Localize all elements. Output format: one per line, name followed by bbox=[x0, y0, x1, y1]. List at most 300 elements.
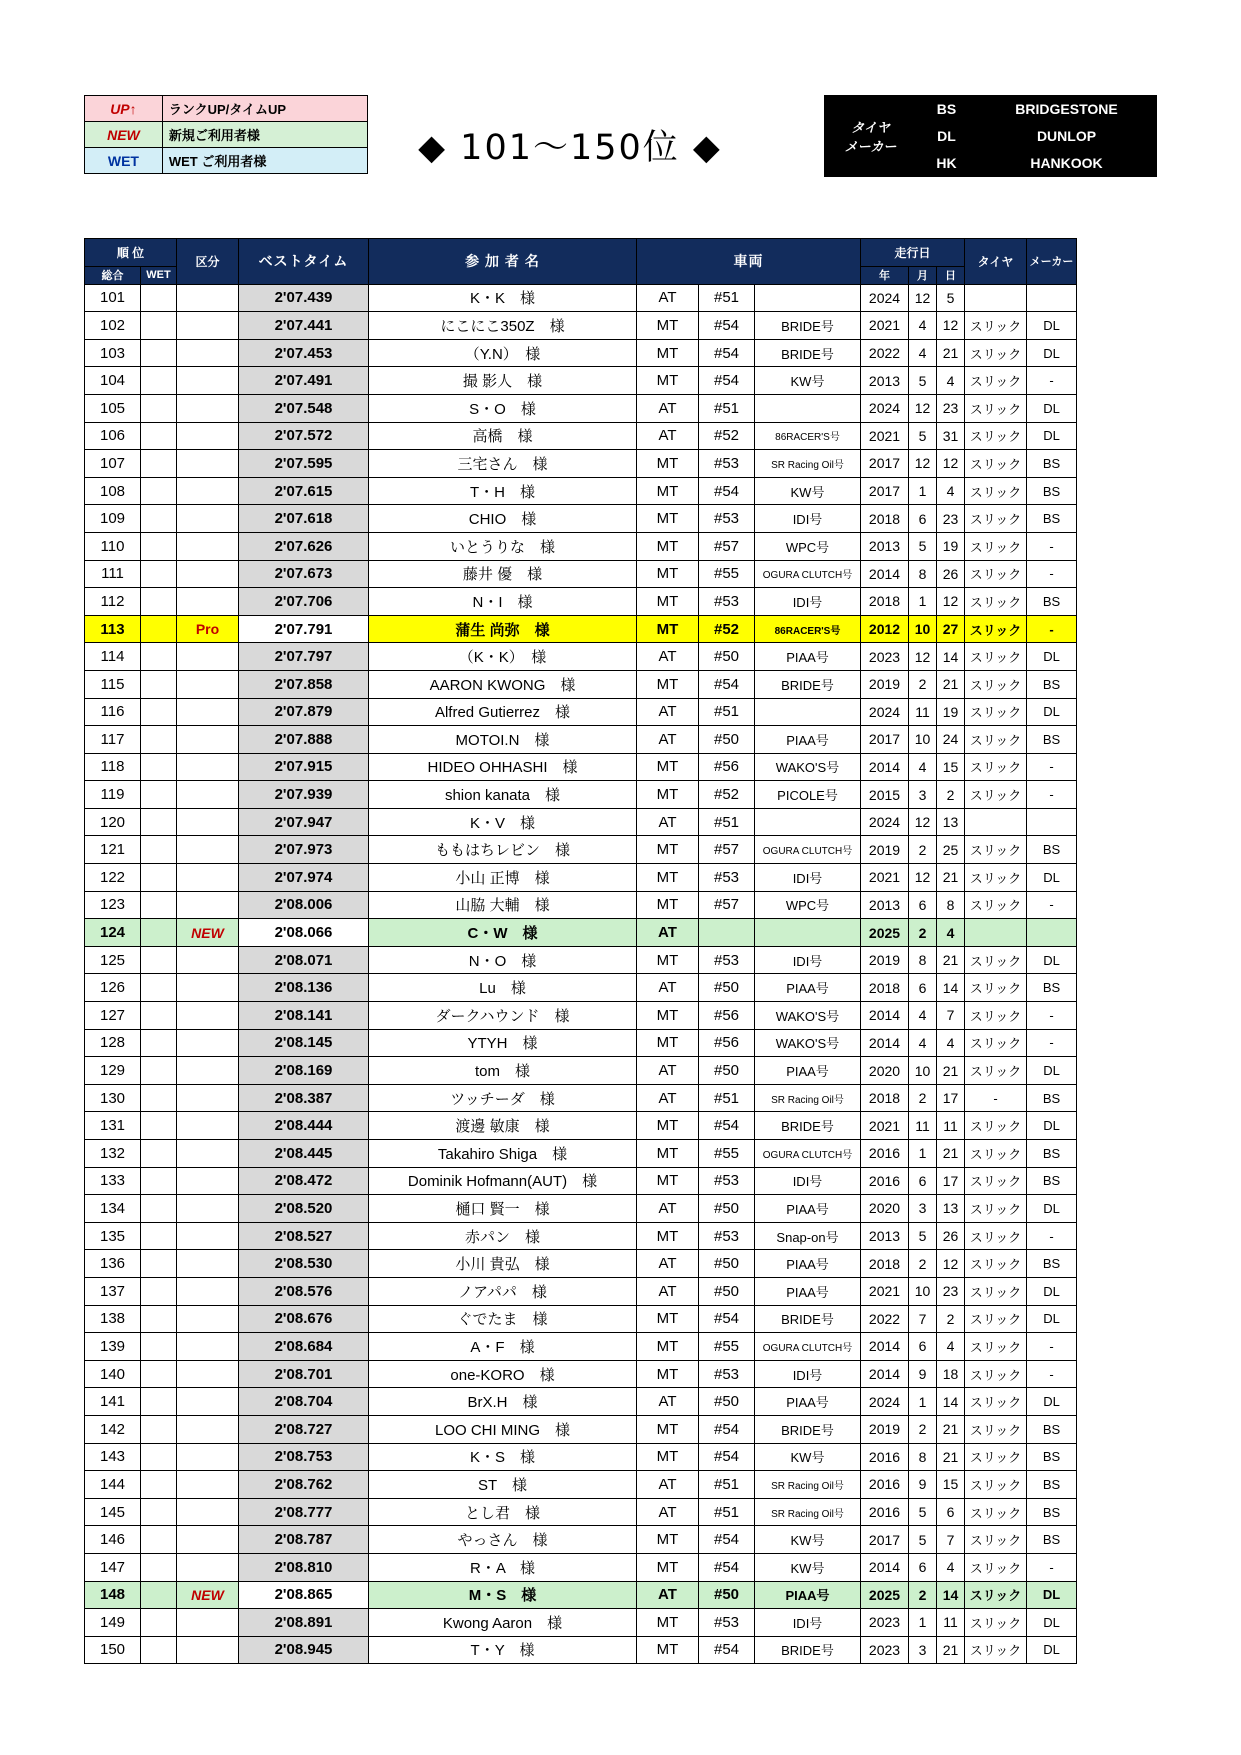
cell-day: 4 bbox=[937, 919, 965, 947]
cell-vehicle-no: #54 bbox=[699, 477, 755, 505]
cell-rank-total: 102 bbox=[85, 312, 141, 340]
cell-rank-wet bbox=[141, 1250, 177, 1278]
cell-month: 2 bbox=[909, 670, 937, 698]
cell-rank-total: 123 bbox=[85, 891, 141, 919]
cell-vehicle-no: #53 bbox=[699, 505, 755, 533]
cell-rank-wet bbox=[141, 450, 177, 478]
cell-rank-total: 103 bbox=[85, 339, 141, 367]
cell-vehicle-no: #52 bbox=[699, 781, 755, 809]
cell-maker: BS bbox=[1027, 1084, 1077, 1112]
cell-day: 19 bbox=[937, 698, 965, 726]
cell-month: 11 bbox=[909, 1112, 937, 1140]
cell-year: 2013 bbox=[861, 532, 909, 560]
maker-full-bs: BRIDGESTONE bbox=[977, 96, 1157, 123]
cell-best-time: 2'08.071 bbox=[239, 946, 369, 974]
cell-rank-total: 119 bbox=[85, 781, 141, 809]
table-row bbox=[85, 1002, 1077, 1030]
cell-class bbox=[177, 946, 239, 974]
cell-participant: 小山 正博 様 bbox=[369, 864, 637, 892]
cell-month: 3 bbox=[909, 1195, 937, 1223]
cell-rank-total: 120 bbox=[85, 808, 141, 836]
cell-rank-total: 121 bbox=[85, 836, 141, 864]
table-row bbox=[85, 588, 1077, 616]
cell-month: 3 bbox=[909, 781, 937, 809]
cell-class bbox=[177, 1360, 239, 1388]
cell-participant: やっさん 様 bbox=[369, 1526, 637, 1554]
cell-vehicle-name: PIAA号 bbox=[755, 1250, 861, 1278]
cell-vehicle-name: IDI号 bbox=[755, 505, 861, 533]
header-vehicle: 車両 bbox=[637, 239, 861, 285]
cell-vehicle-no: #55 bbox=[699, 560, 755, 588]
cell-participant: MOTOI.N 様 bbox=[369, 726, 637, 754]
cell-month: 1 bbox=[909, 1609, 937, 1637]
cell-transmission: AT bbox=[637, 643, 699, 671]
cell-vehicle-name: BRIDE号 bbox=[755, 339, 861, 367]
cell-tire: スリック bbox=[965, 836, 1027, 864]
cell-best-time: 2'07.618 bbox=[239, 505, 369, 533]
cell-rank-wet bbox=[141, 1471, 177, 1499]
cell-year: 2024 bbox=[861, 1388, 909, 1416]
cell-rank-wet bbox=[141, 1609, 177, 1637]
cell-participant: いとうりな 様 bbox=[369, 532, 637, 560]
cell-best-time: 2'07.947 bbox=[239, 808, 369, 836]
cell-vehicle-name: IDI号 bbox=[755, 1609, 861, 1637]
cell-tire: スリック bbox=[965, 1029, 1027, 1057]
cell-transmission: MT bbox=[637, 450, 699, 478]
cell-rank-total: 113 bbox=[85, 615, 141, 643]
cell-participant: 高橋 様 bbox=[369, 422, 637, 450]
cell-year: 2021 bbox=[861, 1277, 909, 1305]
cell-participant: K・S 様 bbox=[369, 1443, 637, 1471]
cell-month: 11 bbox=[909, 698, 937, 726]
cell-year: 2014 bbox=[861, 1333, 909, 1361]
cell-month: 2 bbox=[909, 1581, 937, 1609]
cell-class bbox=[177, 1140, 239, 1168]
table-row bbox=[85, 560, 1077, 588]
cell-class bbox=[177, 974, 239, 1002]
cell-day: 14 bbox=[937, 1581, 965, 1609]
cell-year: 2022 bbox=[861, 339, 909, 367]
cell-vehicle-name: OGURA CLUTCH号 bbox=[755, 1333, 861, 1361]
cell-month: 12 bbox=[909, 394, 937, 422]
cell-year: 2014 bbox=[861, 1360, 909, 1388]
cell-vehicle-no: #53 bbox=[699, 1609, 755, 1637]
cell-maker: BS bbox=[1027, 1526, 1077, 1554]
cell-maker bbox=[1027, 284, 1077, 312]
cell-rank-wet bbox=[141, 643, 177, 671]
cell-day: 4 bbox=[937, 1333, 965, 1361]
cell-tire: スリック bbox=[965, 698, 1027, 726]
cell-day: 4 bbox=[937, 367, 965, 395]
cell-participant: HIDEO OHHASHI 様 bbox=[369, 753, 637, 781]
cell-vehicle-no: #54 bbox=[699, 1112, 755, 1140]
cell-best-time: 2'08.527 bbox=[239, 1222, 369, 1250]
cell-day: 23 bbox=[937, 505, 965, 533]
cell-maker: DL bbox=[1027, 1636, 1077, 1664]
table-row bbox=[85, 1084, 1077, 1112]
cell-maker: - bbox=[1027, 1222, 1077, 1250]
cell-vehicle-name: 86RACER'S号 bbox=[755, 615, 861, 643]
cell-maker: - bbox=[1027, 1333, 1077, 1361]
cell-class bbox=[177, 1333, 239, 1361]
cell-maker: - bbox=[1027, 615, 1077, 643]
table-head bbox=[85, 239, 1077, 285]
cell-vehicle-name: OGURA CLUTCH号 bbox=[755, 836, 861, 864]
cell-tire: スリック bbox=[965, 588, 1027, 616]
cell-day: 21 bbox=[937, 1443, 965, 1471]
cell-best-time: 2'08.701 bbox=[239, 1360, 369, 1388]
cell-vehicle-no: #51 bbox=[699, 698, 755, 726]
cell-year: 2020 bbox=[861, 1057, 909, 1085]
legend-key-up: UP↑ bbox=[85, 96, 163, 122]
cell-tire: - bbox=[965, 1084, 1027, 1112]
cell-rank-total: 108 bbox=[85, 477, 141, 505]
cell-month: 10 bbox=[909, 1277, 937, 1305]
table-row bbox=[85, 477, 1077, 505]
cell-tire: スリック bbox=[965, 477, 1027, 505]
cell-tire: スリック bbox=[965, 1002, 1027, 1030]
cell-vehicle-no: #50 bbox=[699, 1388, 755, 1416]
cell-maker: DL bbox=[1027, 1277, 1077, 1305]
cell-participant: 蒲生 尚弥 様 bbox=[369, 615, 637, 643]
cell-vehicle-name: BRIDE号 bbox=[755, 670, 861, 698]
cell-rank-total: 132 bbox=[85, 1140, 141, 1168]
ranking-table bbox=[84, 238, 1077, 1664]
cell-maker: - bbox=[1027, 753, 1077, 781]
cell-day: 13 bbox=[937, 1195, 965, 1223]
table-row bbox=[85, 615, 1077, 643]
cell-month: 5 bbox=[909, 1222, 937, 1250]
cell-tire: スリック bbox=[965, 1443, 1027, 1471]
cell-year: 2019 bbox=[861, 1415, 909, 1443]
cell-vehicle-name bbox=[755, 698, 861, 726]
cell-tire: スリック bbox=[965, 974, 1027, 1002]
cell-year: 2018 bbox=[861, 1250, 909, 1278]
cell-month: 1 bbox=[909, 1140, 937, 1168]
table-row bbox=[85, 670, 1077, 698]
cell-rank-total: 131 bbox=[85, 1112, 141, 1140]
cell-maker: DL bbox=[1027, 1195, 1077, 1223]
cell-month: 12 bbox=[909, 450, 937, 478]
cell-vehicle-name: KW号 bbox=[755, 477, 861, 505]
cell-day: 11 bbox=[937, 1112, 965, 1140]
cell-best-time: 2'08.945 bbox=[239, 1636, 369, 1664]
cell-vehicle-no: #57 bbox=[699, 891, 755, 919]
cell-participant: C・W 様 bbox=[369, 919, 637, 947]
cell-day: 21 bbox=[937, 670, 965, 698]
cell-vehicle-no: #51 bbox=[699, 808, 755, 836]
cell-class bbox=[177, 1553, 239, 1581]
cell-participant: 三宅さん 様 bbox=[369, 450, 637, 478]
cell-class bbox=[177, 1029, 239, 1057]
cell-rank-wet bbox=[141, 1498, 177, 1526]
cell-vehicle-no: #54 bbox=[699, 1305, 755, 1333]
cell-maker: DL bbox=[1027, 339, 1077, 367]
cell-vehicle-no: #53 bbox=[699, 588, 755, 616]
cell-year: 2016 bbox=[861, 1471, 909, 1499]
cell-month: 5 bbox=[909, 422, 937, 450]
cell-transmission: AT bbox=[637, 394, 699, 422]
cell-year: 2018 bbox=[861, 1084, 909, 1112]
cell-vehicle-no: #50 bbox=[699, 974, 755, 1002]
cell-transmission: AT bbox=[637, 1195, 699, 1223]
cell-best-time: 2'08.530 bbox=[239, 1250, 369, 1278]
cell-rank-total: 104 bbox=[85, 367, 141, 395]
cell-best-time: 2'08.145 bbox=[239, 1029, 369, 1057]
cell-rank-wet bbox=[141, 1581, 177, 1609]
cell-participant: T・Y 様 bbox=[369, 1636, 637, 1664]
cell-year: 2018 bbox=[861, 974, 909, 1002]
cell-vehicle-name: BRIDE号 bbox=[755, 1112, 861, 1140]
cell-vehicle-name: BRIDE号 bbox=[755, 1636, 861, 1664]
cell-rank-wet bbox=[141, 560, 177, 588]
cell-vehicle-name: PIAA号 bbox=[755, 1277, 861, 1305]
cell-tire: スリック bbox=[965, 1112, 1027, 1140]
cell-year: 2014 bbox=[861, 1002, 909, 1030]
header-rank-wet: WET bbox=[141, 266, 177, 284]
cell-year: 2018 bbox=[861, 505, 909, 533]
cell-month: 10 bbox=[909, 615, 937, 643]
cell-transmission: MT bbox=[637, 753, 699, 781]
cell-rank-total: 128 bbox=[85, 1029, 141, 1057]
cell-day: 11 bbox=[937, 1609, 965, 1637]
cell-best-time: 2'07.439 bbox=[239, 284, 369, 312]
cell-vehicle-name bbox=[755, 919, 861, 947]
cell-vehicle-no: #53 bbox=[699, 1167, 755, 1195]
cell-tire: スリック bbox=[965, 450, 1027, 478]
legend-desc-wet: WET ご利用者様 bbox=[162, 148, 367, 174]
cell-vehicle-name: 86RACER'S号 bbox=[755, 422, 861, 450]
cell-maker: BS bbox=[1027, 450, 1077, 478]
cell-year: 2016 bbox=[861, 1140, 909, 1168]
legend-key-wet: WET bbox=[85, 148, 163, 174]
cell-tire: スリック bbox=[965, 615, 1027, 643]
cell-day: 23 bbox=[937, 1277, 965, 1305]
cell-vehicle-name: WAKO'S号 bbox=[755, 753, 861, 781]
cell-month: 4 bbox=[909, 1002, 937, 1030]
cell-maker: - bbox=[1027, 1360, 1077, 1388]
cell-tire: スリック bbox=[965, 422, 1027, 450]
cell-transmission: MT bbox=[637, 1609, 699, 1637]
cell-transmission: MT bbox=[637, 1636, 699, 1664]
cell-maker: DL bbox=[1027, 1112, 1077, 1140]
cell-class bbox=[177, 698, 239, 726]
table-row bbox=[85, 808, 1077, 836]
cell-transmission: MT bbox=[637, 1553, 699, 1581]
cell-maker: DL bbox=[1027, 312, 1077, 340]
cell-transmission: MT bbox=[637, 1360, 699, 1388]
cell-rank-wet bbox=[141, 891, 177, 919]
cell-tire: スリック bbox=[965, 1195, 1027, 1223]
cell-vehicle-name: SR Racing Oil号 bbox=[755, 1084, 861, 1112]
cell-rank-total: 112 bbox=[85, 588, 141, 616]
cell-participant: 撮 影人 様 bbox=[369, 367, 637, 395]
cell-participant: （K・K） 様 bbox=[369, 643, 637, 671]
cell-class bbox=[177, 1277, 239, 1305]
cell-day: 12 bbox=[937, 1250, 965, 1278]
cell-class bbox=[177, 367, 239, 395]
cell-vehicle-name bbox=[755, 394, 861, 422]
cell-class bbox=[177, 1415, 239, 1443]
cell-maker: DL bbox=[1027, 422, 1077, 450]
cell-transmission: MT bbox=[637, 670, 699, 698]
tire-maker-label-line1: タイヤ bbox=[851, 120, 890, 135]
cell-tire: スリック bbox=[965, 1305, 1027, 1333]
cell-best-time: 2'08.810 bbox=[239, 1553, 369, 1581]
cell-month: 2 bbox=[909, 1084, 937, 1112]
cell-best-time: 2'07.572 bbox=[239, 422, 369, 450]
cell-vehicle-name: BRIDE号 bbox=[755, 312, 861, 340]
cell-vehicle-name: IDI号 bbox=[755, 946, 861, 974]
cell-day: 24 bbox=[937, 726, 965, 754]
cell-day: 2 bbox=[937, 781, 965, 809]
cell-transmission: MT bbox=[637, 532, 699, 560]
cell-vehicle-name: KW号 bbox=[755, 367, 861, 395]
cell-class bbox=[177, 836, 239, 864]
cell-participant: K・V 様 bbox=[369, 808, 637, 836]
cell-day: 19 bbox=[937, 532, 965, 560]
cell-rank-total: 130 bbox=[85, 1084, 141, 1112]
cell-month: 7 bbox=[909, 1305, 937, 1333]
cell-rank-wet bbox=[141, 1112, 177, 1140]
cell-rank-total: 114 bbox=[85, 643, 141, 671]
cell-transmission: MT bbox=[637, 367, 699, 395]
cell-vehicle-no: #53 bbox=[699, 1360, 755, 1388]
cell-class bbox=[177, 588, 239, 616]
cell-vehicle-no: #55 bbox=[699, 1140, 755, 1168]
cell-day: 21 bbox=[937, 1415, 965, 1443]
maker-abbr-bs: BS bbox=[917, 96, 977, 123]
table-row bbox=[85, 1057, 1077, 1085]
cell-vehicle-name bbox=[755, 284, 861, 312]
legend-row-new bbox=[85, 122, 368, 148]
cell-vehicle-no: #50 bbox=[699, 1057, 755, 1085]
cell-day: 23 bbox=[937, 394, 965, 422]
header-rank-group: 順 位 bbox=[85, 239, 177, 267]
cell-tire: スリック bbox=[965, 891, 1027, 919]
cell-rank-total: 136 bbox=[85, 1250, 141, 1278]
cell-class bbox=[177, 1498, 239, 1526]
cell-year: 2013 bbox=[861, 367, 909, 395]
cell-tire: スリック bbox=[965, 1636, 1027, 1664]
cell-best-time: 2'08.066 bbox=[239, 919, 369, 947]
cell-best-time: 2'08.676 bbox=[239, 1305, 369, 1333]
cell-participant: Takahiro Shiga 様 bbox=[369, 1140, 637, 1168]
table-row bbox=[85, 974, 1077, 1002]
cell-maker: BS bbox=[1027, 1167, 1077, 1195]
cell-year: 2013 bbox=[861, 1222, 909, 1250]
table-row bbox=[85, 1581, 1077, 1609]
table-row bbox=[85, 394, 1077, 422]
cell-class bbox=[177, 1443, 239, 1471]
cell-tire: スリック bbox=[965, 1222, 1027, 1250]
cell-month: 2 bbox=[909, 836, 937, 864]
cell-month: 12 bbox=[909, 643, 937, 671]
cell-rank-wet bbox=[141, 312, 177, 340]
cell-month: 9 bbox=[909, 1471, 937, 1499]
cell-tire: スリック bbox=[965, 532, 1027, 560]
cell-rank-wet bbox=[141, 1029, 177, 1057]
cell-maker: BS bbox=[1027, 1415, 1077, 1443]
cell-class bbox=[177, 1526, 239, 1554]
cell-rank-wet bbox=[141, 505, 177, 533]
cell-transmission: AT bbox=[637, 1471, 699, 1499]
cell-vehicle-name: OGURA CLUTCH号 bbox=[755, 560, 861, 588]
cell-maker: - bbox=[1027, 560, 1077, 588]
cell-best-time: 2'08.006 bbox=[239, 891, 369, 919]
cell-day: 4 bbox=[937, 477, 965, 505]
cell-month: 8 bbox=[909, 560, 937, 588]
cell-rank-wet bbox=[141, 1388, 177, 1416]
cell-vehicle-name: WPC号 bbox=[755, 891, 861, 919]
cell-best-time: 2'07.626 bbox=[239, 532, 369, 560]
cell-rank-total: 141 bbox=[85, 1388, 141, 1416]
cell-maker bbox=[1027, 919, 1077, 947]
cell-rank-total: 148 bbox=[85, 1581, 141, 1609]
cell-rank-total: 111 bbox=[85, 560, 141, 588]
cell-maker: DL bbox=[1027, 643, 1077, 671]
cell-best-time: 2'07.595 bbox=[239, 450, 369, 478]
cell-rank-wet bbox=[141, 394, 177, 422]
legend-row-up bbox=[85, 96, 368, 122]
cell-maker bbox=[1027, 808, 1077, 836]
cell-best-time: 2'08.520 bbox=[239, 1195, 369, 1223]
cell-year: 2023 bbox=[861, 1636, 909, 1664]
cell-rank-total: 105 bbox=[85, 394, 141, 422]
cell-month: 3 bbox=[909, 1636, 937, 1664]
cell-class bbox=[177, 339, 239, 367]
cell-vehicle-name: BRIDE号 bbox=[755, 1305, 861, 1333]
cell-tire: スリック bbox=[965, 726, 1027, 754]
cell-month: 5 bbox=[909, 532, 937, 560]
cell-year: 2018 bbox=[861, 588, 909, 616]
cell-year: 2019 bbox=[861, 946, 909, 974]
cell-transmission: MT bbox=[637, 1222, 699, 1250]
cell-maker: BS bbox=[1027, 505, 1077, 533]
cell-vehicle-name: WPC号 bbox=[755, 532, 861, 560]
cell-vehicle-no: #50 bbox=[699, 1195, 755, 1223]
cell-class bbox=[177, 1195, 239, 1223]
cell-transmission: MT bbox=[637, 1333, 699, 1361]
cell-year: 2013 bbox=[861, 891, 909, 919]
cell-transmission: MT bbox=[637, 1305, 699, 1333]
cell-transmission: MT bbox=[637, 1029, 699, 1057]
cell-vehicle-name bbox=[755, 808, 861, 836]
cell-vehicle-name: PIAA号 bbox=[755, 1057, 861, 1085]
cell-class bbox=[177, 505, 239, 533]
cell-rank-total: 145 bbox=[85, 1498, 141, 1526]
cell-transmission: AT bbox=[637, 1498, 699, 1526]
cell-vehicle-no: #54 bbox=[699, 670, 755, 698]
cell-transmission: MT bbox=[637, 505, 699, 533]
cell-participant: Dominik Hofmann(AUT) 様 bbox=[369, 1167, 637, 1195]
cell-rank-total: 143 bbox=[85, 1443, 141, 1471]
cell-month: 6 bbox=[909, 1167, 937, 1195]
cell-day: 21 bbox=[937, 1057, 965, 1085]
cell-rank-wet bbox=[141, 808, 177, 836]
cell-day: 6 bbox=[937, 1498, 965, 1526]
cell-transmission: AT bbox=[637, 1084, 699, 1112]
cell-year: 2021 bbox=[861, 312, 909, 340]
cell-best-time: 2'07.441 bbox=[239, 312, 369, 340]
cell-vehicle-no: #52 bbox=[699, 422, 755, 450]
cell-day: 21 bbox=[937, 864, 965, 892]
cell-tire: スリック bbox=[965, 781, 1027, 809]
table-row bbox=[85, 367, 1077, 395]
cell-rank-wet bbox=[141, 1443, 177, 1471]
cell-class bbox=[177, 450, 239, 478]
cell-class bbox=[177, 726, 239, 754]
